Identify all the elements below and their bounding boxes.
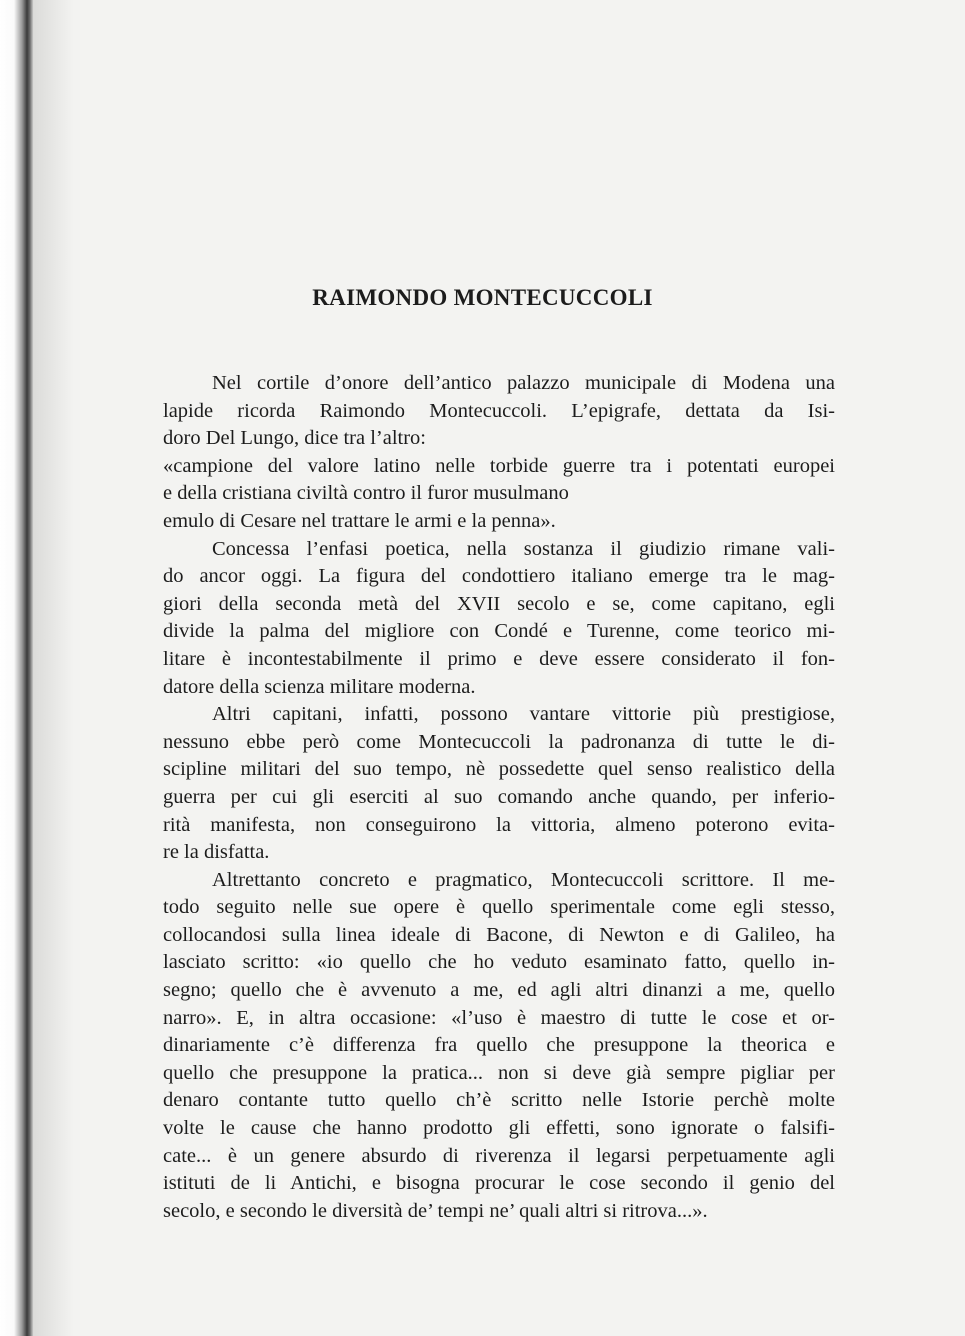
text-line: Altri capitani, infatti, possono vantare vittorie più prestigiose, bbox=[212, 703, 835, 726]
text-line: collocandosi sulla linea ideale di Bacone, di Newton e di Galileo, ha bbox=[163, 923, 835, 946]
text-line: datore della scienza militare moderna. bbox=[163, 675, 476, 698]
text-line: nessuno ebbe però come Montecuccoli la padronanza di tutte le di- bbox=[163, 730, 835, 753]
text-line: emulo di Cesare nel trattare le armi e la penna». bbox=[163, 509, 556, 532]
text-line: do ancor oggi. La figura del condottiero italiano emerge tra le mag- bbox=[163, 565, 835, 588]
text-line: quello che presuppone la pratica... non si deve già sempre pigliar per bbox=[163, 1061, 835, 1084]
text-line: lasciato scritto: «io quello che ho veduto esaminato fatto, quello in- bbox=[163, 951, 835, 974]
text-line: Altrettanto concreto e pragmatico, Montecuccoli scrittore. Il me- bbox=[212, 868, 835, 891]
text-line: Nel cortile d’onore dell’antico palazzo municipale di Modena una bbox=[212, 372, 835, 394]
text-line: todo seguito nelle sue opere è quello sperimentale come egli stesso, bbox=[163, 896, 835, 919]
text-line: denaro contante tutto quello ch’è scritto nelle Istorie perchè molte bbox=[163, 1089, 835, 1112]
book-binding-edge bbox=[0, 0, 34, 1336]
text-line: secolo, e secondo le diversità de’ tempi ne’ quali altri si ritrova...». bbox=[163, 1199, 708, 1222]
text-line: Concessa l’enfasi poetica, nella sostanza il giudizio rimane vali- bbox=[212, 537, 835, 560]
text-line: «campione del valore latino nelle torbide guerre tra i potentati europei bbox=[163, 454, 835, 477]
page-shadow bbox=[34, 0, 74, 1336]
text-line: divide la palma del migliore con Condé e Turenne, come teorico mi- bbox=[163, 620, 835, 643]
text-line: volte le cause che hanno prodotto gli effetti, sono ignorate o falsifi- bbox=[163, 1117, 835, 1140]
text-line: lapide ricorda Raimondo Montecuccoli. L’epigrafe, dettata da Isi- bbox=[163, 399, 835, 422]
text-line: segno; quello che è avvenuto a me, ed agli altri dinanzi a me, quello bbox=[163, 979, 835, 1002]
text-line: rità manifesta, non conseguirono la vittoria, almeno poterono evita- bbox=[163, 813, 835, 836]
text-line: cate... è un genere absurdo di riverenza il legarsi perpetuamente agli bbox=[163, 1144, 835, 1167]
text-line: guerra per cui gli eserciti al suo comando anche quando, per inferio- bbox=[163, 785, 835, 808]
text-line: dinariamente c’è differenza fra quello che presuppone la theorica e bbox=[163, 1034, 835, 1057]
text-line: litare è incontestabilmente il primo e deve essere considerato il fon- bbox=[163, 647, 835, 670]
text-line: re la disfatta. bbox=[163, 841, 270, 864]
text-line: e della cristiana civiltà contro il furor musulmano bbox=[163, 482, 569, 505]
text-line: istituti de li Antichi, e bisogna procurar le cose secondo il genio del bbox=[163, 1172, 835, 1195]
text-line: doro Del Lungo, dice tra l’altro: bbox=[163, 427, 426, 450]
text-line: narro». E, in altra occasione: «l’uso è maestro di tutte le cose et or- bbox=[163, 1006, 835, 1029]
text-line: giori della seconda metà del XVII secolo e se, come capitano, egli bbox=[163, 592, 835, 615]
chapter-title: RAIMONDO MONTECUCCOLI bbox=[312, 285, 653, 310]
text-line: scipline militari del suo tempo, nè possedette quel senso realistico della bbox=[163, 758, 835, 781]
body-text bbox=[163, 370, 835, 1225]
